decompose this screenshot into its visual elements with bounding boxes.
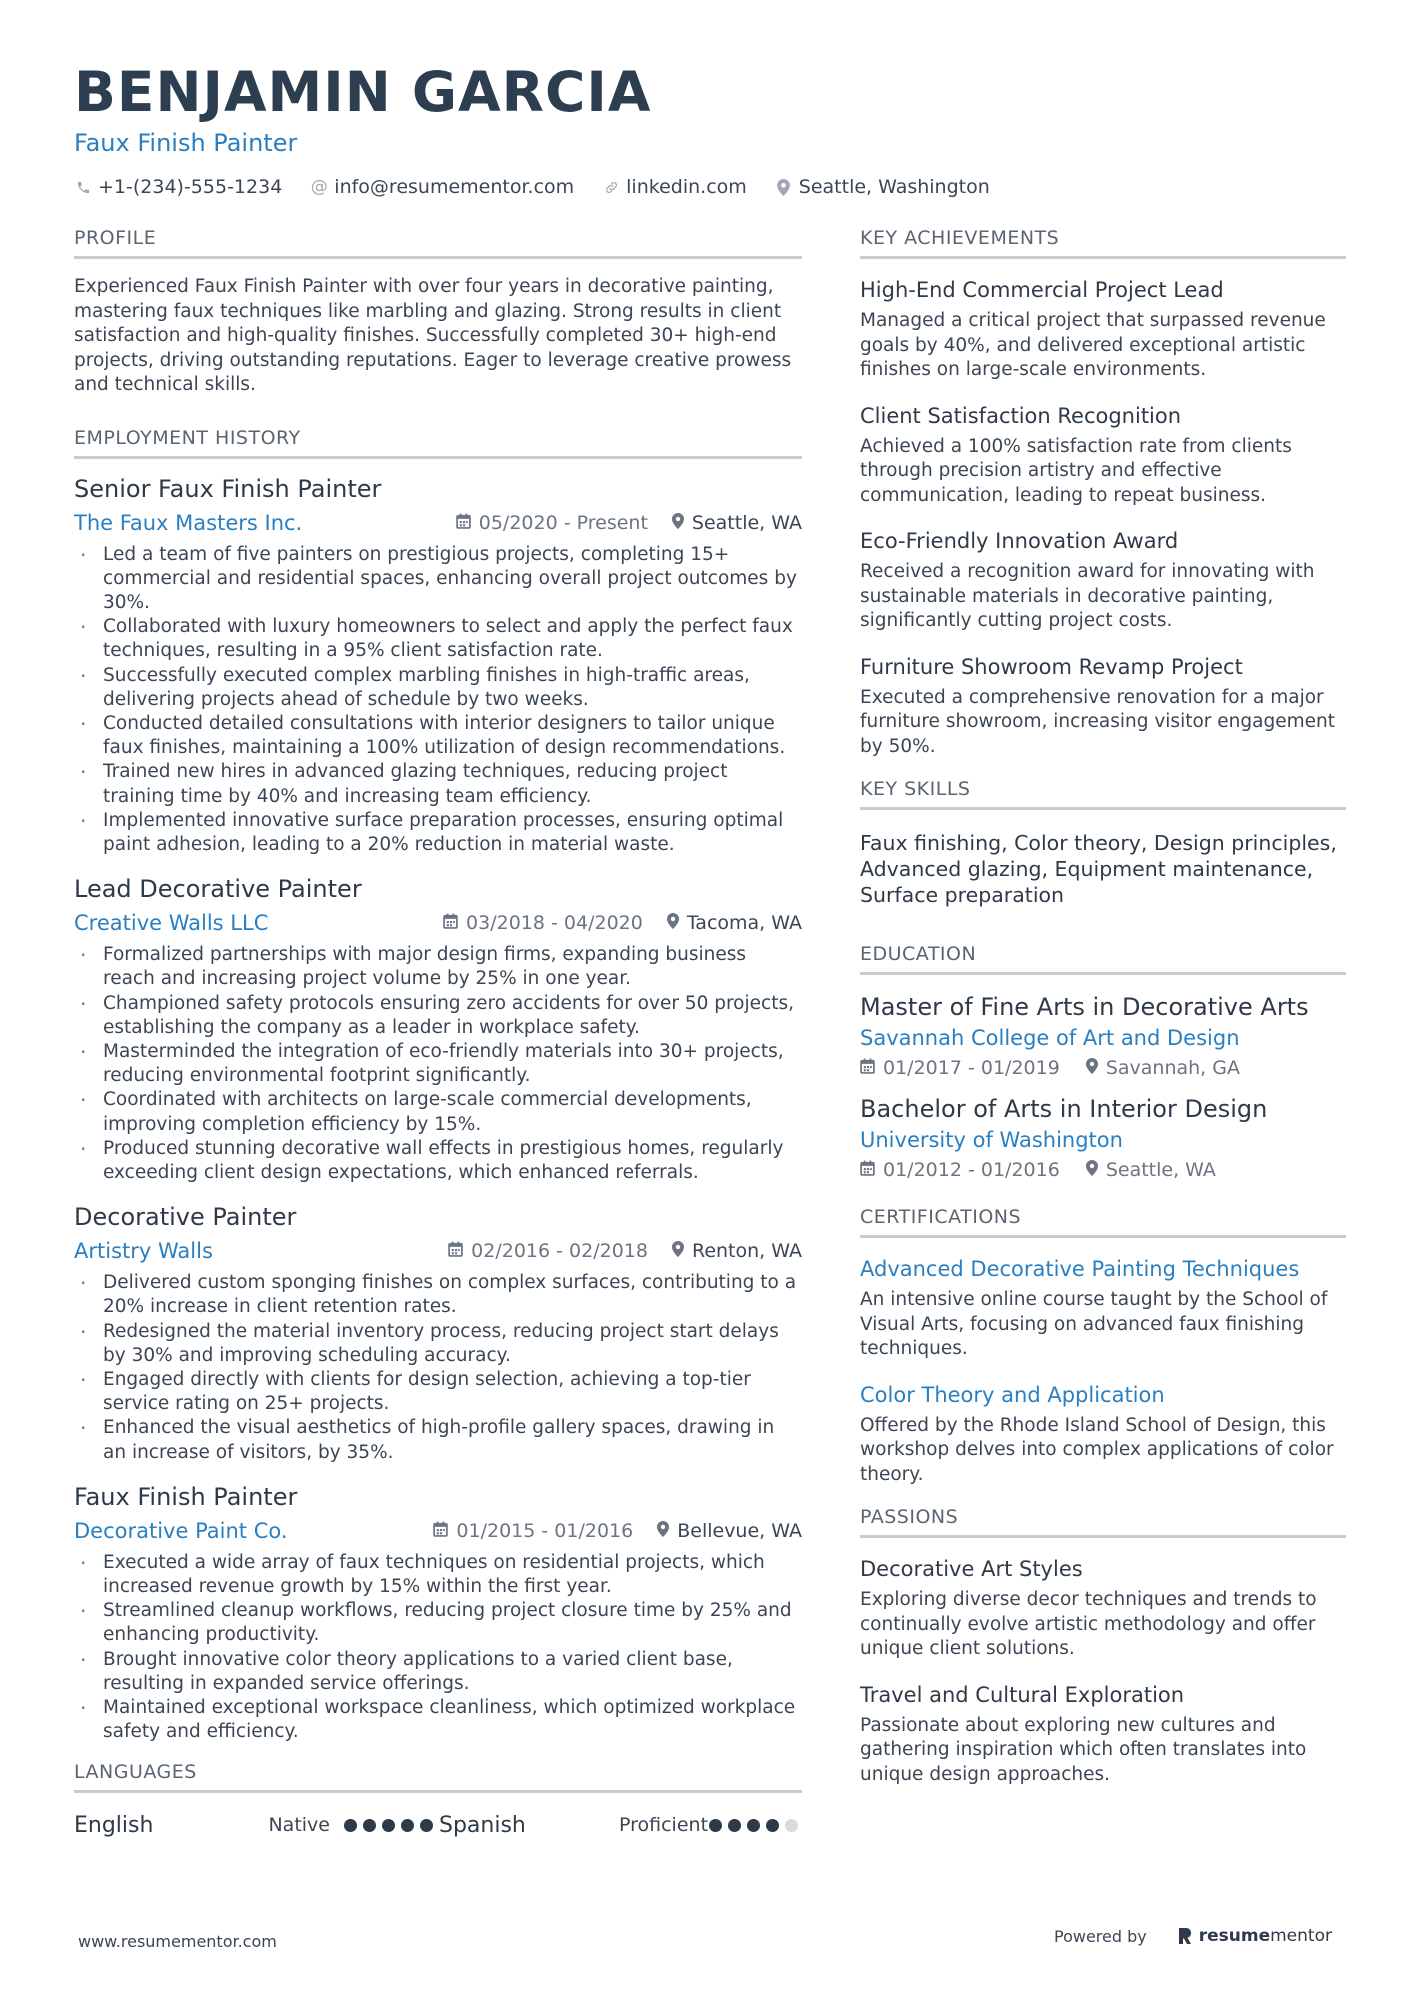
language-level: Native	[268, 1814, 330, 1837]
education-dates-text: 01/2017 - 01/2019	[883, 1057, 1060, 1079]
candidate-name: BENJAMIN GARCIA	[74, 60, 652, 124]
rating-dot-filled	[747, 1819, 760, 1832]
achievements-section	[860, 226, 1346, 759]
achievement-text: Executed a comprehensive renovation for a major furniture showroom, increasing visitor engagement by 50%.	[860, 686, 1335, 757]
company-name: Creative Walls LLC	[74, 911, 269, 936]
brand-mark-icon	[1177, 1926, 1193, 1946]
passion-text: Exploring diverse decor techniques and trends to continually evolve artistic methodology and offer unique client solutions.	[860, 1589, 1317, 1659]
bullet-item: · Streamlined cleanup workflows, reducing project closure time by 25% and enhancing productivity.	[74, 1599, 802, 1647]
language-level: Proficient	[619, 1814, 709, 1837]
job-title: Faux Finish Painter	[74, 1482, 298, 1511]
job-dates	[433, 1520, 633, 1542]
bullet-item: · Masterminded the integration of eco-friendly materials into 30+ projects, reducing environmental footprint significantly.	[74, 1040, 802, 1088]
contact-phone	[74, 176, 282, 198]
footer-website[interactable]: www.resumementor.com	[78, 1932, 277, 1951]
job-title: Lead Decorative Painter	[74, 875, 362, 904]
job-list	[74, 473, 802, 1745]
achievements-heading: KEY ACHIEVEMENTS	[860, 226, 1346, 259]
certifications-heading: CERTIFICATIONS	[860, 1205, 1346, 1238]
school-name: University of Washington	[860, 1128, 1123, 1152]
job-dates-text: 05/2020 - Present	[478, 511, 648, 534]
map-pin-icon	[667, 913, 679, 933]
job-location-text: Tacoma, WA	[686, 912, 802, 935]
job-entry	[74, 1201, 802, 1465]
powered-by-label: Powered by	[1054, 1926, 1147, 1946]
bullet-item: · Coordinated with architects on large-scale commercial developments, improving completion efficiency by 15%.	[74, 1088, 802, 1136]
profile-section	[74, 226, 802, 398]
job-bullets	[74, 543, 802, 858]
language-list	[74, 1807, 802, 1843]
calendar-icon	[456, 513, 471, 533]
company-name: Decorative Paint Co.	[74, 1518, 288, 1543]
rating-dot-filled	[401, 1819, 414, 1832]
link-icon	[602, 180, 620, 195]
calendar-icon	[860, 1058, 875, 1078]
bullet-item: · Engaged directly with clients for design selection, achieving a top-tier service rating on 25+ projects.	[74, 1368, 802, 1416]
job-dates	[456, 512, 648, 534]
language-name: English	[74, 1812, 154, 1838]
job-entry	[74, 1481, 802, 1745]
map-pin-icon	[672, 1241, 684, 1261]
achievement-text: Received a recognition award for innovating with sustainable materials in decorative painting, significantly cutting project costs.	[860, 561, 1315, 631]
education-heading: EDUCATION	[860, 942, 1346, 975]
bullet-item: · Redesigned the material inventory process, reducing project start delays by 30% and improving scheduling accuracy.	[74, 1320, 802, 1368]
brand-bold: resume	[1198, 1926, 1271, 1946]
degree-title: Bachelor of Arts in Interior Design	[860, 1095, 1268, 1123]
job-location-text: Seattle, WA	[691, 511, 802, 534]
certification-item	[860, 1380, 1346, 1488]
bullet-item: · Enhanced the visual aesthetics of high-profile gallery spaces, drawing in an increase of visitors, by 35%.	[74, 1416, 802, 1464]
achievement-item	[860, 526, 1346, 634]
bullet-item: · Conducted detailed consultations with interior designers to tailor unique faux finishes, maintaining a 100% utilization of design recommendations.	[74, 712, 802, 760]
map-pin-icon	[1086, 1058, 1098, 1078]
education-meta	[860, 1159, 1346, 1181]
school-name: Savannah College of Art and Design	[860, 1026, 1240, 1050]
education-dates-text: 01/2012 - 01/2016	[883, 1159, 1060, 1181]
certification-title: Color Theory and Application	[860, 1382, 1165, 1407]
language-name: Spanish	[439, 1812, 526, 1838]
bullet-item: · Trained new hires in advanced glazing techniques, reducing project training time by 40% and increasing team efficiency.	[74, 760, 802, 808]
bullet-item: · Championed safety protocols ensuring zero accidents for over 50 projects, establishing the company as a leader in workplace safety.	[74, 992, 802, 1040]
job-title: Senior Faux Finish Painter	[74, 474, 382, 503]
contact-bar	[74, 176, 1344, 198]
skills-text: Faux finishing, Color theory, Design principles, Advanced glazing, Equipment maintenance, Surface preparation	[860, 831, 1337, 907]
degree-title: Master of Fine Arts in Decorative Arts	[860, 993, 1309, 1021]
bullet-item: · Implemented innovative surface preparation processes, ensuring optimal paint adhesion, leading to a 20% reduction in material waste.	[74, 809, 802, 857]
education-location	[1086, 1057, 1240, 1079]
education-meta	[860, 1057, 1346, 1079]
certification-title: Advanced Decorative Painting Techniques	[860, 1257, 1300, 1281]
job-date-location	[448, 1240, 802, 1262]
certification-text: An intensive online course taught by the School of Visual Arts, focusing on advanced faux finishing techniques.	[860, 1289, 1328, 1359]
certifications-section	[860, 1205, 1346, 1487]
job-title: Decorative Painter	[74, 1203, 297, 1232]
footer-powered-by	[1054, 1926, 1332, 1946]
phone-icon	[74, 180, 92, 195]
job-bullets	[74, 943, 802, 1185]
resume-header	[74, 60, 1344, 198]
passion-item	[860, 1680, 1346, 1788]
job-bullets	[74, 1551, 802, 1745]
achievement-item	[860, 401, 1346, 509]
certification-item	[860, 1254, 1346, 1362]
company-name: Artistry Walls	[74, 1239, 213, 1264]
languages-heading: LANGUAGES	[74, 1760, 802, 1793]
candidate-role: Faux Finish Painter	[74, 129, 298, 157]
company-name: The Faux Masters Inc.	[74, 510, 303, 535]
bullet-item: · Collaborated with luxury homeowners to select and apply the perfect faux techniques, resulting in a 95% client satisfaction rate.	[74, 615, 802, 663]
contact-email[interactable]	[310, 176, 574, 198]
passions-heading: PASSIONS	[860, 1505, 1346, 1538]
rating-dot-filled	[344, 1819, 357, 1832]
education-list	[860, 991, 1346, 1181]
calendar-icon	[443, 913, 458, 933]
map-pin-icon	[672, 513, 684, 533]
rating-dot-filled	[420, 1819, 433, 1832]
job-meta	[74, 1237, 802, 1265]
phone-text: +1-(234)-555-1234	[98, 176, 283, 198]
passion-item	[860, 1554, 1346, 1662]
rating-dot-filled	[728, 1819, 741, 1832]
passion-list	[860, 1554, 1346, 1787]
achievement-title: Eco-Friendly Innovation Award	[860, 529, 1179, 553]
bullet-item: · Delivered custom sponging finishes on complex surfaces, contributing to a 20% increase in client retention rates.	[74, 1271, 802, 1319]
rating-dot-filled	[709, 1819, 722, 1832]
email-text[interactable]: info@resumementor.com	[334, 176, 575, 198]
education-location	[1086, 1159, 1216, 1181]
profile-text: Experienced Faux Finish Painter with over four years in decorative painting, mastering faux techniques like marbling and glazing. Strong results in client satisfaction and high-quality finishes. Successfully completed 30+ high-end projects, driving outstanding reputations. Eager to leverage creative prowess and technical skills.	[74, 276, 792, 395]
bullet-item: · Produced stunning decorative wall effects in prestigious homes, regularly exceeding client design expectations, which enhanced referrals.	[74, 1137, 802, 1185]
employment-heading: EMPLOYMENT HISTORY	[74, 426, 802, 459]
bullet-item: · Formalized partnerships with major design firms, expanding business reach and increasing project volume by 25% in one year.	[74, 943, 802, 991]
rating-dot-filled	[363, 1819, 376, 1832]
job-meta	[74, 1517, 802, 1545]
job-meta	[74, 909, 802, 937]
achievement-title: Furniture Showroom Revamp Project	[860, 654, 1243, 679]
passion-text: Passionate about exploring new cultures and gathering inspiration which often translates into unique design approaches.	[860, 1714, 1307, 1785]
rating-dot-filled	[382, 1819, 395, 1832]
employment-section	[74, 426, 802, 1745]
skills-heading: KEY SKILLS	[860, 777, 1346, 810]
job-dates	[443, 912, 643, 934]
bullet-item: · Brought innovative color theory applications to a varied client base, resulting in expanded service offerings.	[74, 1648, 802, 1696]
map-pin-icon	[657, 1521, 669, 1541]
education-item	[860, 991, 1346, 1079]
brand-light: mentor	[1270, 1926, 1332, 1946]
education-location-text: Savannah, GA	[1105, 1057, 1240, 1079]
achievement-list	[860, 275, 1346, 759]
job-dates-text: 03/2018 - 04/2020	[466, 912, 643, 935]
job-location-text: Renton, WA	[691, 1240, 802, 1263]
achievement-text: Achieved a 100% satisfaction rate from clients through precision artistry and effective communication, leading to repeat business.	[860, 435, 1292, 506]
job-dates-text: 02/2016 - 02/2018	[471, 1240, 648, 1263]
passions-section	[860, 1505, 1346, 1787]
bullet-item: · Led a team of five painters on prestigious projects, completing 15+ commercial and residential spaces, enhancing overall project outcomes by 30%.	[74, 543, 802, 616]
job-location	[657, 1520, 802, 1542]
right-column	[860, 226, 1346, 1805]
languages-section	[74, 1760, 802, 1843]
map-pin-icon	[775, 179, 793, 196]
calendar-icon	[448, 1241, 463, 1261]
job-location	[667, 912, 802, 934]
calendar-icon	[433, 1521, 448, 1541]
job-bullets	[74, 1271, 802, 1465]
achievement-title: Client Satisfaction Recognition	[860, 403, 1182, 428]
skills-section	[860, 777, 1346, 908]
certification-text: Offered by the Rhode Island School of Design, this workshop delves into complex applications of color theory.	[860, 1414, 1334, 1485]
job-date-location	[443, 912, 802, 934]
achievement-title: High-End Commercial Project Lead	[860, 278, 1224, 302]
location-text: Seattle, Washington	[798, 176, 990, 198]
achievement-item	[860, 652, 1346, 760]
job-entry	[74, 473, 802, 858]
certification-list	[860, 1254, 1346, 1487]
passion-title: Travel and Cultural Exploration	[860, 1682, 1185, 1707]
job-location	[672, 1240, 802, 1262]
job-dates	[448, 1240, 648, 1262]
education-dates	[860, 1057, 1060, 1079]
achievement-item	[860, 275, 1346, 383]
language-item	[439, 1813, 804, 1838]
language-item	[74, 1813, 439, 1838]
job-location	[672, 512, 802, 534]
education-location-text: Seattle, WA	[1105, 1159, 1216, 1181]
at-icon: @	[310, 177, 328, 197]
contact-linkedin[interactable]	[602, 176, 747, 198]
contact-location	[775, 176, 990, 198]
left-column	[74, 226, 802, 1843]
education-dates	[860, 1159, 1060, 1181]
language-rating	[709, 1819, 804, 1832]
job-entry	[74, 873, 802, 1185]
rating-dot-filled	[766, 1819, 779, 1832]
job-location-text: Bellevue, WA	[677, 1519, 802, 1542]
profile-heading: PROFILE	[74, 226, 802, 259]
bullet-item: · Maintained exceptional workspace cleanliness, which optimized workplace safety and efficiency.	[74, 1696, 802, 1744]
job-meta	[74, 509, 802, 537]
linkedin-text[interactable]: linkedin.com	[626, 176, 747, 198]
rating-dot-empty	[785, 1819, 798, 1832]
job-dates-text: 01/2015 - 01/2016	[456, 1519, 634, 1542]
bullet-item: · Executed a wide array of faux techniques on residential projects, which increased revenue growth by 15% within the first year.	[74, 1551, 802, 1599]
achievement-text: Managed a critical project that surpassed revenue goals by 40%, and delivered exceptional artistic finishes on large-scale environments.	[860, 310, 1326, 380]
map-pin-icon	[1086, 1160, 1098, 1180]
education-section	[860, 942, 1346, 1181]
passion-title: Decorative Art Styles	[860, 1557, 1083, 1581]
brand-logo[interactable]	[1177, 1926, 1332, 1946]
language-rating	[344, 1819, 439, 1832]
job-date-location	[433, 1520, 802, 1542]
calendar-icon	[860, 1160, 875, 1180]
job-date-location	[456, 512, 802, 534]
bullet-item: · Successfully executed complex marbling finishes in high-traffic areas, delivering projects ahead of schedule by two weeks.	[74, 664, 802, 712]
education-item	[860, 1093, 1346, 1181]
